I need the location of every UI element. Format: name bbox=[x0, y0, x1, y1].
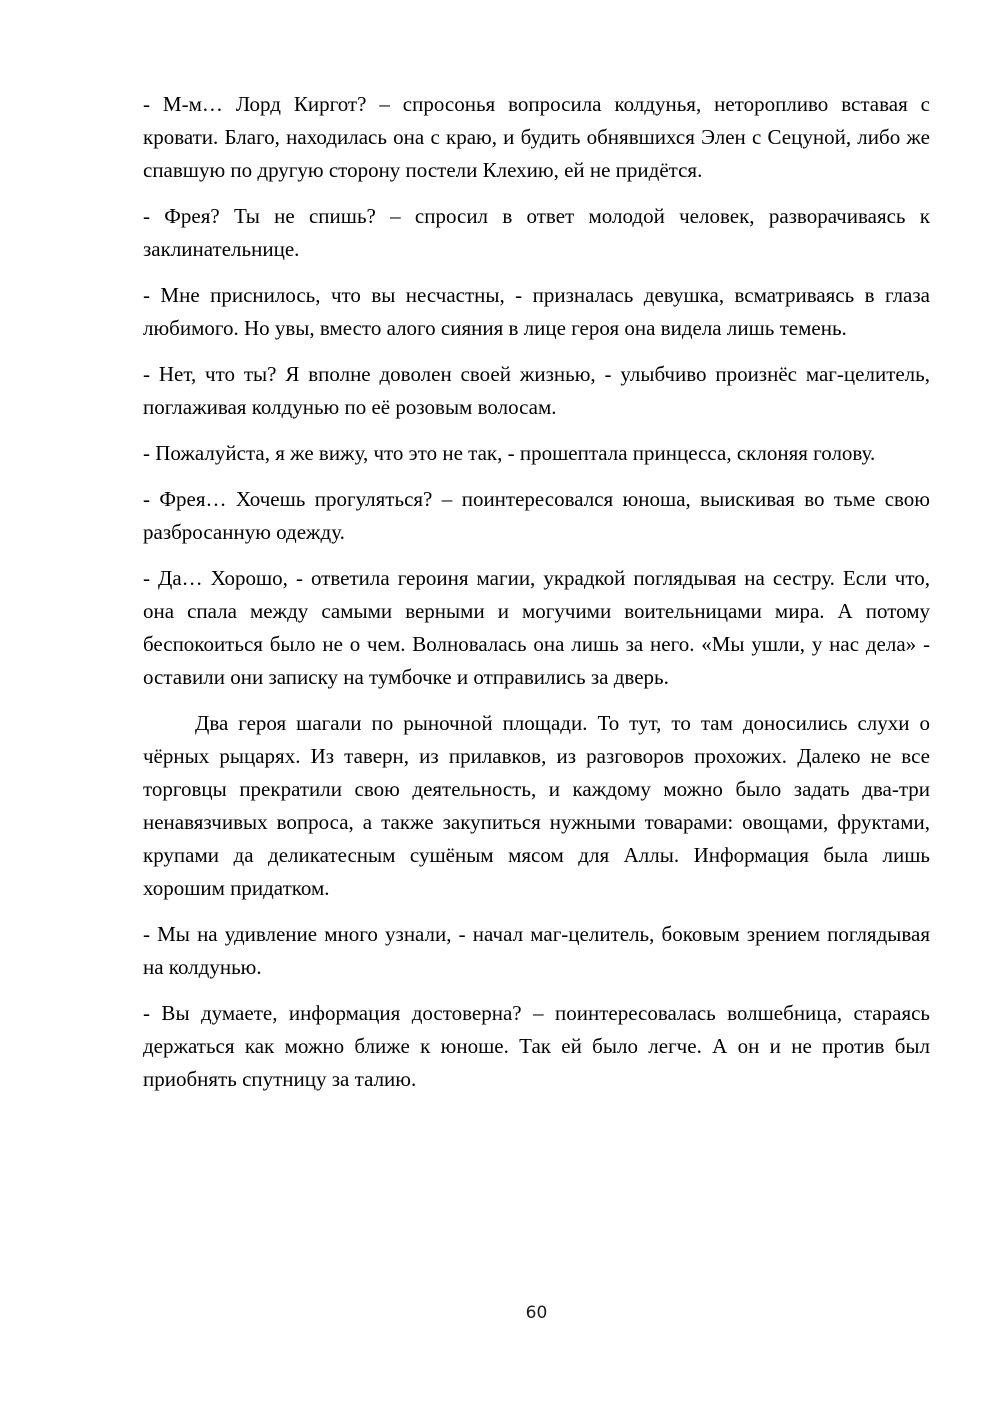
paragraph-3: - Мне приснилось, что вы несчастны, - призналась девушка, всматриваясь в глаза любимого. Но увы, вместо алого сияния в лице героя она видела лишь темень. bbox=[143, 283, 930, 340]
paragraph-6: - Фрея… Хочешь прогуляться? – поинтересовался юноша, выискивая во тьме свою разбросанную одежду. bbox=[143, 487, 930, 544]
paragraph-5: - Пожалуйста, я же вижу, что это не так, - прошептала принцесса, склоняя голову. bbox=[143, 441, 876, 465]
paragraph-8: Два героя шагали по рыночной площади. То тут, то там доносились слухи о чёрных рыцарях. Из таверн, из прилавков, из разговоров прохожих. Далеко не все торговцы прекратили свою деятельность, и каждому можно было задать два-три ненавязчивых вопроса, а также закупиться нужными товарами: овощами, фруктами, крупами да деликатесным сушёным мясом для Аллы. Информация была лишь хорошим придатком. bbox=[143, 711, 930, 900]
paragraph-7: - Да… Хорошо, - ответила героиня магии, украдкой поглядывая на сестру. Если что, она спала между самыми верными и могучими воительницами мира. А потому беспокоиться было не о чем. Волновалась она лишь за него. «Мы ушли, у нас дела» - оставили они записку на тумбочке и отправились за дверь. bbox=[143, 566, 930, 689]
page-number: 60 bbox=[525, 1303, 548, 1323]
paragraph-2: - Фрея? Ты не спишь? – спросил в ответ молодой человек, разворачиваясь к заклинательнице. bbox=[143, 204, 930, 261]
paragraph-1: - М-м… Лорд Киргот? – спросонья вопросила колдунья, неторопливо вставая с кровати. Благо, находилась она с краю, и будить обнявшихся Элен с Сецуной, либо же спавшую по другую сторону постели Клехию, ей не придётся. bbox=[143, 92, 930, 182]
paragraph-4: - Нет, что ты? Я вполне доволен своей жизнью, - улыбчиво произнёс маг-целитель, поглаживая колдунью по её розовым волосам. bbox=[143, 362, 930, 419]
paragraph-10: - Вы думаете, информация достоверна? – поинтересовалась волшебница, стараясь держаться как можно ближе к юноше. Так ей было легче. А он и не против был приобнять спутницу за талию. bbox=[143, 1001, 930, 1091]
paragraph-9: - Мы на удивление много узнали, - начал маг-целитель, боковым зрением поглядывая на колдунью. bbox=[143, 922, 930, 979]
text-block bbox=[143, 88, 930, 1109]
